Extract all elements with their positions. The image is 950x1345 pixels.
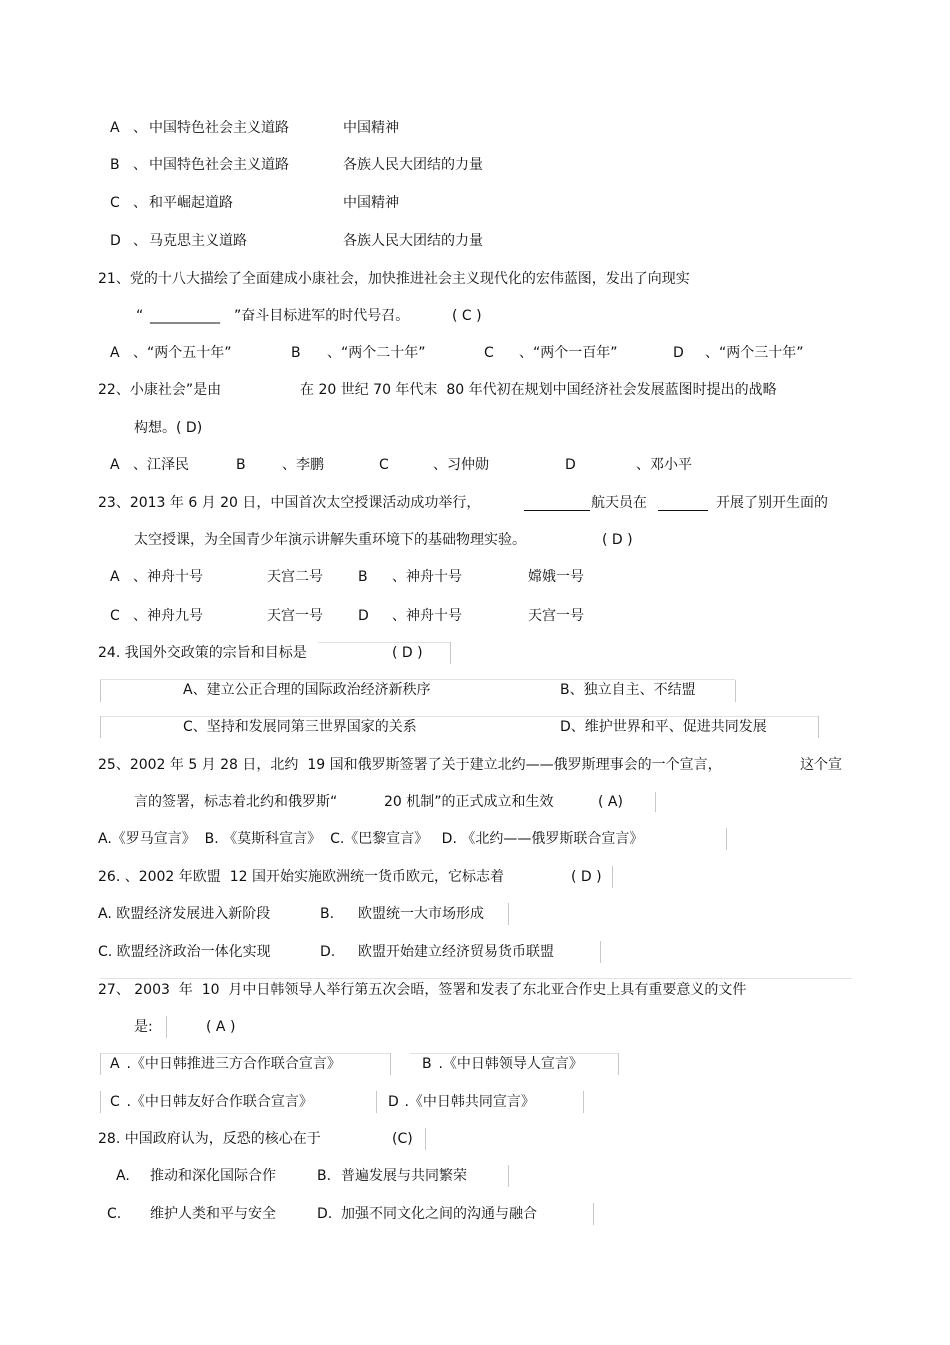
q27-option-b-text: .《中日韩领导人宣言》	[434, 1056, 583, 1072]
q28-option-c-text: 维护人类和平与安全	[150, 1206, 276, 1222]
table-border	[100, 680, 101, 702]
q20-option-a-col1: 中国特色社会主义道路	[149, 120, 289, 136]
table-border	[612, 866, 613, 888]
q27-option-c-text: .《中日韩友好合作联合宣言》	[122, 1094, 313, 1110]
q26-option-d-letter: D.	[320, 944, 336, 960]
q21-quote-open: “	[136, 308, 144, 324]
table-border	[166, 1016, 167, 1038]
q24-question-line1: 24. 我国外交政策的宗旨和目标是	[98, 645, 307, 661]
table-border	[655, 792, 656, 812]
q26-option-b-letter: B.	[320, 906, 335, 922]
table-border	[600, 941, 601, 963]
q21-option-c-text: 、“两个一百年”	[519, 345, 618, 361]
q25-question-line2-a: 言的签署，标志着北约和俄罗斯“	[134, 794, 338, 810]
q23-option-a-text: 、神舟十号	[133, 569, 203, 585]
q27-question-line2: 是:	[134, 1019, 153, 1035]
q22-option-d-letter: D	[565, 457, 576, 473]
q28-option-b-letter: B.	[317, 1168, 332, 1184]
q20-option-b-sep: 、	[133, 157, 147, 173]
q28-question-line1: 28. 中国政府认为，反恐的核心在于	[98, 1131, 321, 1147]
table-border	[100, 1053, 390, 1054]
q24-option-a: A、建立公正合理的国际政治经济新秩序	[183, 682, 431, 698]
q20-option-c-letter: C	[110, 195, 120, 211]
table-border	[818, 716, 819, 738]
q23-option-a-text2: 天宫二号	[267, 569, 323, 585]
q23-option-a-letter: A	[110, 569, 120, 585]
table-border	[100, 1053, 101, 1075]
q25-question-line1-b: 这个宣	[800, 757, 842, 773]
q27-answer: ( A )	[206, 1019, 236, 1035]
q22-option-c-text: 、习仲勋	[433, 457, 489, 473]
q25-answer: ( A)	[598, 794, 623, 810]
q21-option-d-letter: D	[673, 345, 684, 361]
q21-option-a-letter: A	[110, 345, 120, 361]
q28-answer: (C)	[392, 1131, 413, 1147]
q27-option-b-letter: B	[422, 1056, 432, 1072]
q23-option-d-letter: D	[358, 608, 369, 624]
table-border	[735, 680, 736, 702]
q22-option-b-letter: B	[236, 457, 246, 473]
table-border	[583, 1091, 584, 1113]
q20-option-b-letter: B	[110, 157, 120, 173]
q27-option-c-letter: C	[110, 1094, 120, 1110]
q24-option-c: C、坚持和发展同第三世界国家的关系	[183, 719, 417, 735]
q25-question-line2-b: 20 机制”的正式成立和生效	[384, 794, 554, 810]
q20-option-d-sep: 、	[133, 233, 147, 249]
q20-option-c-col2: 中国精神	[343, 195, 399, 211]
q23-answer: ( D )	[602, 532, 633, 548]
q26-option-b-text: 欧盟统一大市场形成	[358, 906, 484, 922]
table-border	[508, 903, 509, 925]
table-border	[100, 1091, 101, 1113]
table-border	[376, 1091, 377, 1113]
q28-option-c-letter: C.	[107, 1206, 122, 1222]
q22-question-line1-a: 22、小康社会”是由	[98, 382, 222, 398]
q23-option-b-letter: B	[358, 569, 368, 585]
q27-question-line1: 27、 2003 年 10 月中日韩领导人举行第五次会晤，签署和发表了东北亚合作史上具有重要意义的文件	[98, 982, 747, 998]
q24-answer: ( D )	[392, 645, 423, 661]
q22-option-a-letter: A	[110, 457, 120, 473]
q21-answer: ( C )	[452, 308, 482, 324]
table-border	[100, 679, 735, 680]
q23-option-b-text2: 嫦娥一号	[528, 569, 584, 585]
q28-option-d-text: 加强不同文化之间的沟通与融合	[341, 1206, 537, 1222]
q27-option-d-text: .《中日韩共同宣言》	[400, 1094, 535, 1110]
q22-option-a-text: 、江泽民	[133, 457, 189, 473]
q26-option-a: A. 欧盟经济发展进入新阶段	[98, 906, 271, 922]
q20-option-a-sep: 、	[133, 120, 147, 136]
q22-question-line1-b: 在 20 世纪 70 年代末 80 年代初在规划中国经济社会发展蓝图时提出的战略	[300, 382, 777, 398]
table-border	[508, 1165, 509, 1187]
q23-blank-2	[658, 496, 708, 511]
q24-option-b: B、独立自主、不结盟	[560, 682, 696, 698]
q23-option-c-text: 、神舟九号	[133, 608, 203, 624]
q26-answer: ( D )	[571, 869, 602, 885]
q23-blank-1	[524, 496, 590, 511]
table-border	[318, 642, 450, 643]
q22-option-c-letter: C	[379, 457, 389, 473]
q21-blank: __________	[150, 308, 220, 324]
q23-option-b-text: 、神舟十号	[392, 569, 462, 585]
q23-option-d-text2: 天宫一号	[528, 608, 584, 624]
q20-option-b-col1: 中国特色社会主义道路	[149, 157, 289, 173]
q21-option-b-letter: B	[291, 345, 301, 361]
q20-option-d-col2: 各族人民大团结的力量	[343, 233, 483, 249]
q22-option-d-text: 、邓小平	[636, 457, 692, 473]
q28-option-a-letter: A.	[116, 1168, 130, 1184]
q23-question-line2: 太空授课，为全国青少年演示讲解失重环境下的基础物理实验。	[134, 532, 526, 548]
q25-question-line1-a: 25、2002 年 5 月 28 日，北约 19 国和俄罗斯签署了关于建立北约——俄罗斯理事会的一个宣言，	[98, 757, 722, 773]
table-border	[410, 1053, 618, 1054]
q21-option-a-text: 、“两个五十年”	[133, 345, 232, 361]
table-border	[618, 1053, 619, 1075]
q21-question-line2: ”奋斗目标进军的时代号召。	[234, 308, 410, 324]
q20-option-b-col2: 各族人民大团结的力量	[343, 157, 483, 173]
q22-question-line2: 构想。( D)	[134, 420, 203, 436]
q23-question-line1-c: 开展了别开生面的	[716, 495, 828, 511]
q20-option-c-sep: 、	[133, 195, 147, 211]
q25-options: A.《罗马宣言》 B. 《莫斯科宣言》 C.《巴黎宣言》 D. 《北约——俄罗斯联合宣言》	[98, 831, 644, 847]
q28-option-a-text: 推动和深化国际合作	[150, 1168, 276, 1184]
q28-option-b-text: 普遍发展与共同繁荣	[341, 1168, 467, 1184]
q27-option-a-letter: A	[110, 1056, 120, 1072]
q23-option-c-text2: 天宫一号	[267, 608, 323, 624]
q20-option-d-col1: 马克思主义道路	[149, 233, 247, 249]
table-border	[100, 716, 818, 717]
table-border	[593, 1203, 594, 1225]
q23-option-c-letter: C	[110, 608, 120, 624]
q26-option-d-text: 欧盟开始建立经济贸易货币联盟	[358, 944, 554, 960]
q21-question-line1: 21、党的十八大描绘了全面建成小康社会，加快推进社会主义现代化的宏伟蓝图，发出了向现实	[98, 271, 690, 287]
table-border	[450, 642, 451, 664]
q22-option-b-text: 、李鹏	[282, 457, 324, 473]
q20-option-c-col1: 和平崛起道路	[149, 195, 233, 211]
table-border	[726, 828, 727, 850]
q27-option-a-text: .《中日韩推进三方合作联合宣言》	[122, 1056, 341, 1072]
q21-option-b-text: 、“两个二十年”	[327, 345, 426, 361]
q23-question-line1-a: 23、2013 年 6 月 20 日，中国首次太空授课活动成功举行，	[98, 495, 481, 511]
q24-option-d: D、维护世界和平、促进共同发展	[560, 719, 767, 735]
q28-option-d-letter: D.	[317, 1206, 333, 1222]
q27-option-d-letter: D	[388, 1094, 399, 1110]
q21-option-d-text: 、“两个三十年”	[705, 345, 804, 361]
q20-option-a-letter: A	[110, 120, 120, 136]
q20-option-d-letter: D	[110, 233, 121, 249]
q23-option-d-text: 、神舟十号	[392, 608, 462, 624]
q21-option-c-letter: C	[484, 345, 494, 361]
q26-option-c: C. 欧盟经济政治一体化实现	[98, 944, 271, 960]
q26-question-line1: 26. 、2002 年欧盟 12 国开始实施欧洲统一货币欧元，它标志着	[98, 869, 504, 885]
table-border	[390, 1053, 391, 1075]
q23-question-line1-b: 航天员在	[591, 495, 647, 511]
table-border	[425, 1128, 426, 1150]
q20-option-a-col2: 中国精神	[343, 120, 399, 136]
table-border	[100, 716, 101, 738]
table-border	[100, 978, 852, 979]
